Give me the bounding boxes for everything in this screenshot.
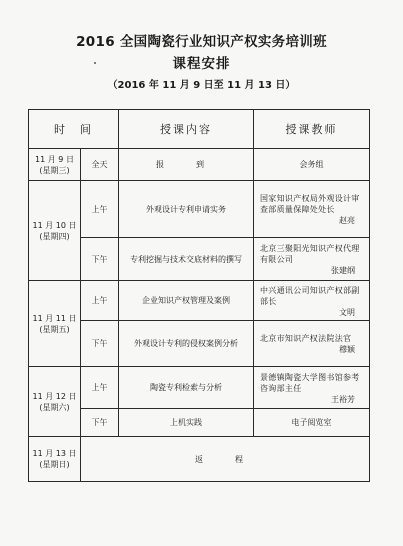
teacher-org: 北京三聚阳光知识产权代理有限公司 bbox=[260, 244, 360, 264]
period-cell: 下午 bbox=[81, 409, 119, 437]
period-cell: 上午 bbox=[81, 181, 119, 238]
content-cell: 企业知识产权管理及案例 bbox=[119, 281, 254, 321]
period-cell: 下午 bbox=[81, 238, 119, 281]
content-cell: 报 到 bbox=[119, 149, 254, 181]
schedule-table bbox=[28, 109, 370, 482]
column-header-content: 授课内容 bbox=[119, 110, 254, 149]
teacher-name: 文明 bbox=[339, 307, 355, 317]
day-cell bbox=[29, 367, 81, 437]
period-cell: 上午 bbox=[81, 367, 119, 409]
day-weekday: (星期四) bbox=[39, 231, 70, 241]
content-cell: 陶瓷专利检索与分析 bbox=[119, 367, 254, 409]
table-row bbox=[29, 181, 370, 238]
teacher-name: 穆颖 bbox=[339, 345, 355, 354]
teacher-name: 王裕芳 bbox=[331, 394, 355, 404]
date-range: （2016 年 11 月 9 日至 11 月 13 日） bbox=[107, 80, 296, 91]
content-cell: 外观设计专利的侵权案例分析 bbox=[119, 321, 254, 367]
period-cell: 上午 bbox=[81, 281, 119, 321]
teacher-cell bbox=[254, 181, 370, 238]
teacher-org: 北京市知识产权法院法官 bbox=[260, 334, 352, 343]
teacher-cell: 会务组 bbox=[254, 149, 370, 181]
table-row bbox=[29, 149, 370, 181]
teacher-org: 中兴通讯公司知识产权部副部长 bbox=[260, 285, 360, 306]
period-cell: 下午 bbox=[81, 321, 119, 367]
document-subtitle: 课程安排 bbox=[172, 56, 231, 72]
day-cell bbox=[29, 281, 81, 367]
teacher-cell bbox=[254, 238, 370, 281]
day-weekday: (星期五) bbox=[39, 324, 70, 334]
teacher-cell: 电子阅览室 bbox=[254, 409, 370, 437]
period-cell: 全天 bbox=[81, 149, 119, 181]
table-row bbox=[29, 409, 370, 437]
day-weekday: (星期日) bbox=[39, 460, 70, 469]
header-row bbox=[29, 110, 370, 149]
document-title: 2016 全国陶瓷行业知识产权实务培训班 bbox=[76, 34, 327, 50]
day-date: 11 月 10 日 bbox=[32, 220, 77, 230]
day-weekday: (星期三) bbox=[39, 165, 70, 175]
content-cell: 返 程 bbox=[81, 437, 370, 482]
teacher-cell bbox=[254, 367, 370, 409]
teacher-name: 张建纲 bbox=[331, 266, 355, 275]
table-row bbox=[29, 367, 370, 409]
teacher-org: 国家知识产权局外观设计审查部质量保障处处长 bbox=[260, 194, 360, 214]
day-weekday: (星期六) bbox=[39, 402, 70, 412]
day-cell bbox=[29, 437, 81, 482]
day-date: 11 月 12 日 bbox=[32, 391, 77, 401]
table-row bbox=[29, 238, 370, 281]
day-cell bbox=[29, 181, 81, 281]
day-cell bbox=[29, 149, 81, 181]
table-row bbox=[29, 437, 370, 482]
teacher-name: 赵亮 bbox=[339, 216, 355, 225]
content-cell: 专利挖掘与技术交底材料的撰写 bbox=[119, 238, 254, 281]
teacher-cell bbox=[254, 281, 370, 321]
content-cell: 上机实践 bbox=[119, 409, 254, 437]
teacher-cell bbox=[254, 321, 370, 367]
teacher-org: 景德镇陶瓷大学图书馆参考咨询部主任 bbox=[260, 372, 360, 393]
column-header-time: 时 间 bbox=[29, 110, 119, 149]
table-row bbox=[29, 281, 370, 321]
column-header-teacher: 授课教师 bbox=[254, 110, 370, 149]
day-date: 11 月 9 日 bbox=[35, 154, 74, 164]
day-date: 11 月 11 日 bbox=[32, 313, 77, 323]
day-date: 11 月 13 日 bbox=[32, 449, 77, 458]
table-row bbox=[29, 321, 370, 367]
content-cell: 外观设计专利申请实务 bbox=[119, 181, 254, 238]
